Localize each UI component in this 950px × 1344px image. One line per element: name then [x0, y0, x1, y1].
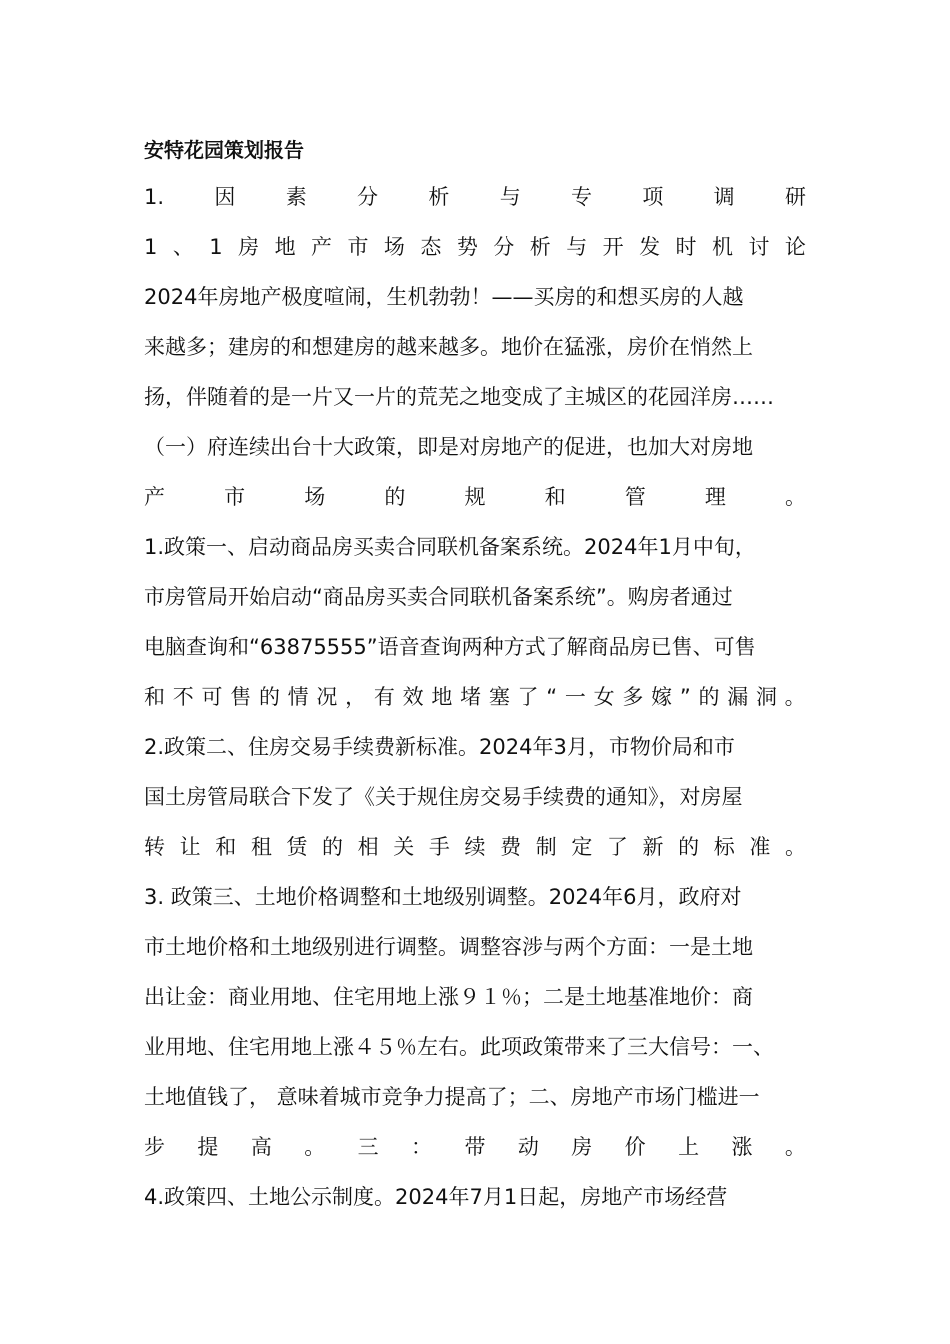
text-glyph: 1: [144, 235, 158, 259]
text-glyph: 分: [493, 235, 515, 259]
text-glyph: 调: [713, 185, 735, 209]
text-glyph: 洞: [755, 685, 777, 709]
text-glyph: 析: [529, 235, 551, 259]
text-glyph: 步: [144, 1135, 165, 1159]
text-line: （一）府连续出台十大政策，即是对房地产的促进，也加大对房地: [144, 435, 753, 459]
text-glyph: 定: [571, 835, 593, 859]
text-glyph: 理: [704, 485, 726, 509]
text-glyph: 地: [274, 235, 296, 259]
text-glyph: 赁: [286, 835, 308, 859]
text-glyph: 市: [224, 485, 246, 509]
text-glyph: 三: [357, 1135, 379, 1159]
text-glyph: 新: [642, 835, 664, 859]
text-glyph: 上: [678, 1135, 700, 1159]
text-glyph: 开: [602, 235, 624, 259]
text-glyph: 制: [535, 835, 557, 859]
text-glyph: 转: [144, 835, 165, 859]
text-line: 市房管局开始启动“商品房买卖合同联机备案系统”。购房者通过: [144, 585, 733, 609]
text-glyph: 专: [571, 185, 593, 209]
text-glyph: 发: [639, 235, 661, 259]
text-glyph: “: [546, 685, 558, 709]
text-line: 国土房管局联合下发了《关于规住房交易手续费的通知》，对房屋: [144, 785, 743, 809]
text-glyph: 机: [712, 235, 733, 259]
text-glyph: 的: [678, 835, 700, 859]
text-line: 1.政策一、启动商品房买卖合同联机备案系统。2024年1月中旬，: [144, 535, 756, 559]
text-glyph: 市: [347, 235, 369, 259]
text-line: 电脑查询和“63875555”语音查询两种方式了解商品房已售、可售: [144, 635, 756, 659]
text-line: [144, 172, 806, 222]
text-glyph: 提: [197, 1135, 219, 1159]
text-glyph: 有: [373, 685, 395, 709]
text-line: [144, 472, 806, 522]
text-glyph: 1: [209, 235, 223, 259]
text-glyph: 涨: [731, 1135, 753, 1159]
text-line: 2024年房地产极度喧闹，生机勃勃！——买房的和想买房的人越: [144, 285, 744, 309]
text-glyph: 不: [172, 685, 194, 709]
text-glyph: 论: [784, 235, 806, 259]
text-glyph: 规: [464, 485, 486, 509]
text-glyph: 的: [322, 835, 344, 859]
text-glyph: 效: [402, 685, 424, 709]
text-glyph: 。: [785, 485, 806, 509]
text-glyph: 态: [420, 235, 442, 259]
text-glyph: 因: [214, 185, 236, 209]
text-glyph: 项: [642, 185, 664, 209]
text-glyph: 标: [713, 835, 735, 859]
text-glyph: 售: [230, 685, 252, 709]
text-glyph: 嫁: [651, 685, 673, 709]
text-glyph: 房: [238, 235, 260, 259]
text-glyph: 情: [287, 685, 309, 709]
text-glyph: 地: [431, 685, 453, 709]
text-glyph: 准: [749, 835, 771, 859]
text-glyph: 价: [624, 1135, 646, 1159]
text-glyph: 续: [464, 835, 486, 859]
text-glyph: 和: [144, 685, 165, 709]
text-glyph: 。: [784, 835, 806, 859]
text-line: 2.政策二、住房交易手续费新标准。2024年3月，市物价局和市: [144, 735, 735, 759]
text-glyph: 、: [172, 235, 194, 259]
text-glyph: 让: [179, 835, 201, 859]
document-body: [144, 128, 806, 1222]
text-glyph: 女: [593, 685, 615, 709]
text-glyph: 的: [698, 685, 720, 709]
text-glyph: 高: [250, 1135, 272, 1159]
text-glyph: 素: [285, 185, 307, 209]
text-line: [144, 1122, 806, 1172]
text-glyph: ”: [679, 685, 691, 709]
text-glyph: 塞: [488, 685, 510, 709]
text-line: 3. 政策三、土地价格调整和土地级别调整。2024年6月，政府对: [144, 885, 742, 909]
document-title: 安特花园策划报告: [144, 138, 304, 162]
text-glyph: 堵: [460, 685, 482, 709]
text-glyph: 场: [304, 485, 326, 509]
text-line: 来越多；建房的和想建房的越来越多。地价在猛涨，房价在悄然上: [144, 335, 753, 359]
text-glyph: 可: [201, 685, 223, 709]
text-line: 业用地、住宅用地上涨４５％左右。此项政策带来了三大信号：一、: [144, 1035, 774, 1059]
text-glyph: 漏: [727, 685, 749, 709]
text-glyph: 多: [622, 685, 644, 709]
text-glyph: 房: [571, 1135, 593, 1159]
text-glyph: 了: [606, 835, 628, 859]
text-glyph: 场: [383, 235, 405, 259]
text-glyph: 势: [456, 235, 478, 259]
text-glyph: 管: [624, 485, 646, 509]
text-glyph: 况: [316, 685, 338, 709]
text-glyph: 析: [428, 185, 450, 209]
text-glyph: 讨: [748, 235, 770, 259]
text-line: 市土地价格和土地级别进行调整。调整容涉与两个方面：一是土地: [144, 935, 753, 959]
text-glyph: 研: [785, 185, 806, 209]
text-glyph: 和: [215, 835, 237, 859]
paragraph-lines: [144, 172, 806, 1222]
text-glyph: 一: [564, 685, 586, 709]
text-glyph: 。: [304, 1135, 326, 1159]
text-glyph: 了: [517, 685, 539, 709]
text-glyph: 动: [517, 1135, 539, 1159]
text-line: 土地值钱了， 意味着城市竞争力提高了；二、房地产市场门槛进一: [144, 1085, 760, 1109]
text-glyph: 分: [357, 185, 379, 209]
text-glyph: 关: [393, 835, 415, 859]
text-line: 4.政策四、土地公示制度。2024年7月1日起，房地产市场经营: [144, 1185, 728, 1209]
text-glyph: 1.: [144, 185, 165, 209]
text-line: 扬，伴随着的是一片又一片的荒芜之地变成了主城区的花园洋房……: [144, 385, 774, 409]
text-glyph: 和: [544, 485, 566, 509]
text-glyph: 产: [144, 485, 165, 509]
text-glyph: 带: [464, 1135, 486, 1159]
text-glyph: ，: [345, 685, 367, 709]
text-line: [144, 222, 806, 272]
text-glyph: 租: [250, 835, 272, 859]
text-glyph: 费: [500, 835, 522, 859]
text-line: 出让金：商业用地、住宅用地上涨９１％；二是土地基准地价：商: [144, 985, 753, 1009]
text-glyph: 相: [357, 835, 379, 859]
text-line: [144, 822, 806, 872]
text-glyph: 时: [675, 235, 697, 259]
text-glyph: ：: [411, 1135, 433, 1159]
text-glyph: 与: [566, 235, 588, 259]
text-glyph: 。: [784, 1135, 806, 1159]
text-glyph: 的: [384, 485, 406, 509]
text-glyph: 产: [311, 235, 333, 259]
text-glyph: 的: [258, 685, 280, 709]
text-glyph: 与: [499, 185, 521, 209]
text-glyph: 。: [784, 685, 806, 709]
text-glyph: 手: [428, 835, 450, 859]
text-line: [144, 672, 806, 722]
